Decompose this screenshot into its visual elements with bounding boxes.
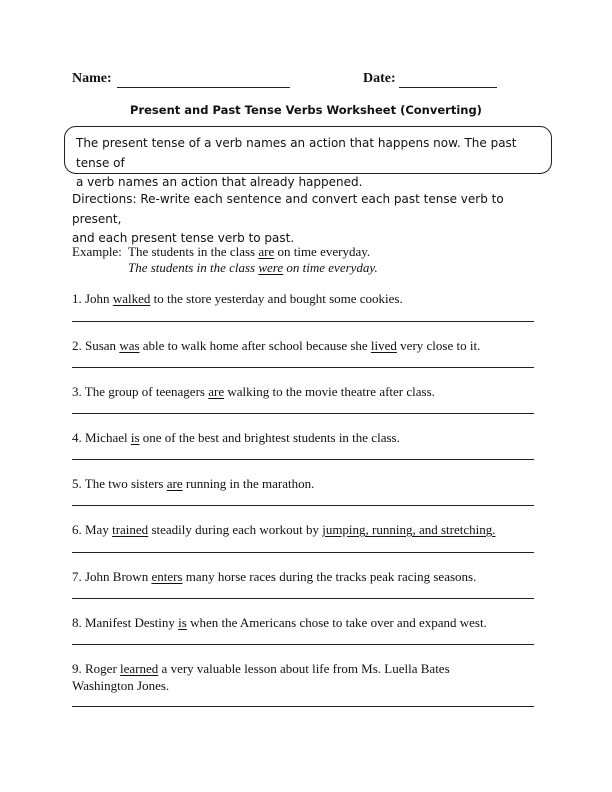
question-text: 5. The two sisters (72, 476, 167, 491)
question-verb: enters (151, 569, 183, 584)
example-answer (72, 260, 552, 276)
example-label: Example: (72, 244, 122, 259)
question-9-line-2: Washington Jones. (72, 678, 170, 693)
directions-line-1: Directions: Re-write each sentence and convert each past tense verb to present, (72, 192, 504, 226)
answer-line-6[interactable] (72, 552, 534, 553)
answer-line-3[interactable] (72, 413, 534, 414)
question-text: walking to the movie theatre after class. (224, 384, 435, 399)
question-text: 1. John (72, 291, 113, 306)
intro-line-1: The present tense of a verb names an action that happens now. The past tense of (76, 136, 517, 170)
question-text: one of the best and brightest students in the class. (139, 430, 400, 445)
question-2 (72, 337, 542, 354)
directions (72, 190, 552, 249)
answer-line-8[interactable] (72, 644, 534, 645)
question-7 (72, 568, 542, 585)
answer-line-1[interactable] (72, 321, 534, 322)
intro-line-2: a verb names an action that already happened. (76, 175, 363, 189)
question-text: running in the marathon. (182, 476, 315, 491)
question-verb: are (208, 384, 225, 399)
question-verb: lived (370, 338, 397, 353)
question-5 (72, 475, 542, 492)
question-verb: is (130, 430, 140, 445)
question-verb: learned (120, 661, 159, 676)
question-4 (72, 429, 542, 446)
question-text: able to walk home after school because she (139, 338, 371, 353)
question-9 (72, 660, 542, 694)
answer-line-9[interactable] (72, 706, 534, 707)
question-text: 2. Susan (72, 338, 120, 353)
question-6 (72, 521, 542, 538)
question-1 (72, 290, 542, 307)
date-blank[interactable] (399, 87, 497, 88)
question-verb: walked (112, 291, 151, 306)
worksheet-title: Present and Past Tense Verbs Worksheet (Converting) (130, 103, 482, 117)
question-3 (72, 383, 542, 400)
question-8 (72, 614, 542, 631)
question-text: very close to it. (396, 338, 481, 353)
question-verb: jumping, running, and stretching. (322, 522, 496, 537)
question-text: 7. John Brown (72, 569, 152, 584)
question-verb: was (119, 338, 140, 353)
intro-box (64, 126, 552, 189)
example-text-end: on time everyday. (274, 244, 371, 259)
example-answer-text: The students in the class (128, 260, 259, 275)
answer-line-7[interactable] (72, 598, 534, 599)
example-text: The students in the class (128, 244, 259, 259)
question-9-line-1 (72, 660, 542, 677)
directions-line-2: and each present tense verb to past. (72, 231, 295, 245)
example (72, 244, 552, 276)
example-answer-text-end: on time everyday. (283, 260, 378, 275)
name-blank[interactable] (117, 87, 290, 88)
answer-line-2[interactable] (72, 367, 534, 368)
question-text: to the store yesterday and bought some cookies. (150, 291, 403, 306)
question-text: 3. The group of teenagers (72, 384, 209, 399)
example-answer-verb: were (258, 260, 284, 275)
question-text: 4. Michael (72, 430, 131, 445)
example-verb: are (258, 244, 275, 259)
question-text: 9. Roger (72, 661, 121, 676)
name-label: Name: (72, 71, 112, 86)
question-text: steadily during each workout by (148, 522, 323, 537)
question-text: a very valuable lesson about life from Ms. Luella Bates (158, 661, 450, 676)
date-label: Date: (363, 71, 396, 86)
answer-line-4[interactable] (72, 459, 534, 460)
question-verb: is (178, 615, 187, 630)
question-verb: trained (112, 522, 149, 537)
answer-line-5[interactable] (72, 505, 534, 506)
question-verb: are (166, 476, 183, 491)
header-row (72, 71, 542, 91)
question-text: many horse races during the tracks peak racing seasons. (182, 569, 477, 584)
question-text: 8. Manifest Destiny (72, 615, 179, 630)
question-text: 6. May (72, 522, 113, 537)
example-sentence (72, 244, 552, 260)
question-text: when the Americans chose to take over and expand west. (186, 615, 487, 630)
